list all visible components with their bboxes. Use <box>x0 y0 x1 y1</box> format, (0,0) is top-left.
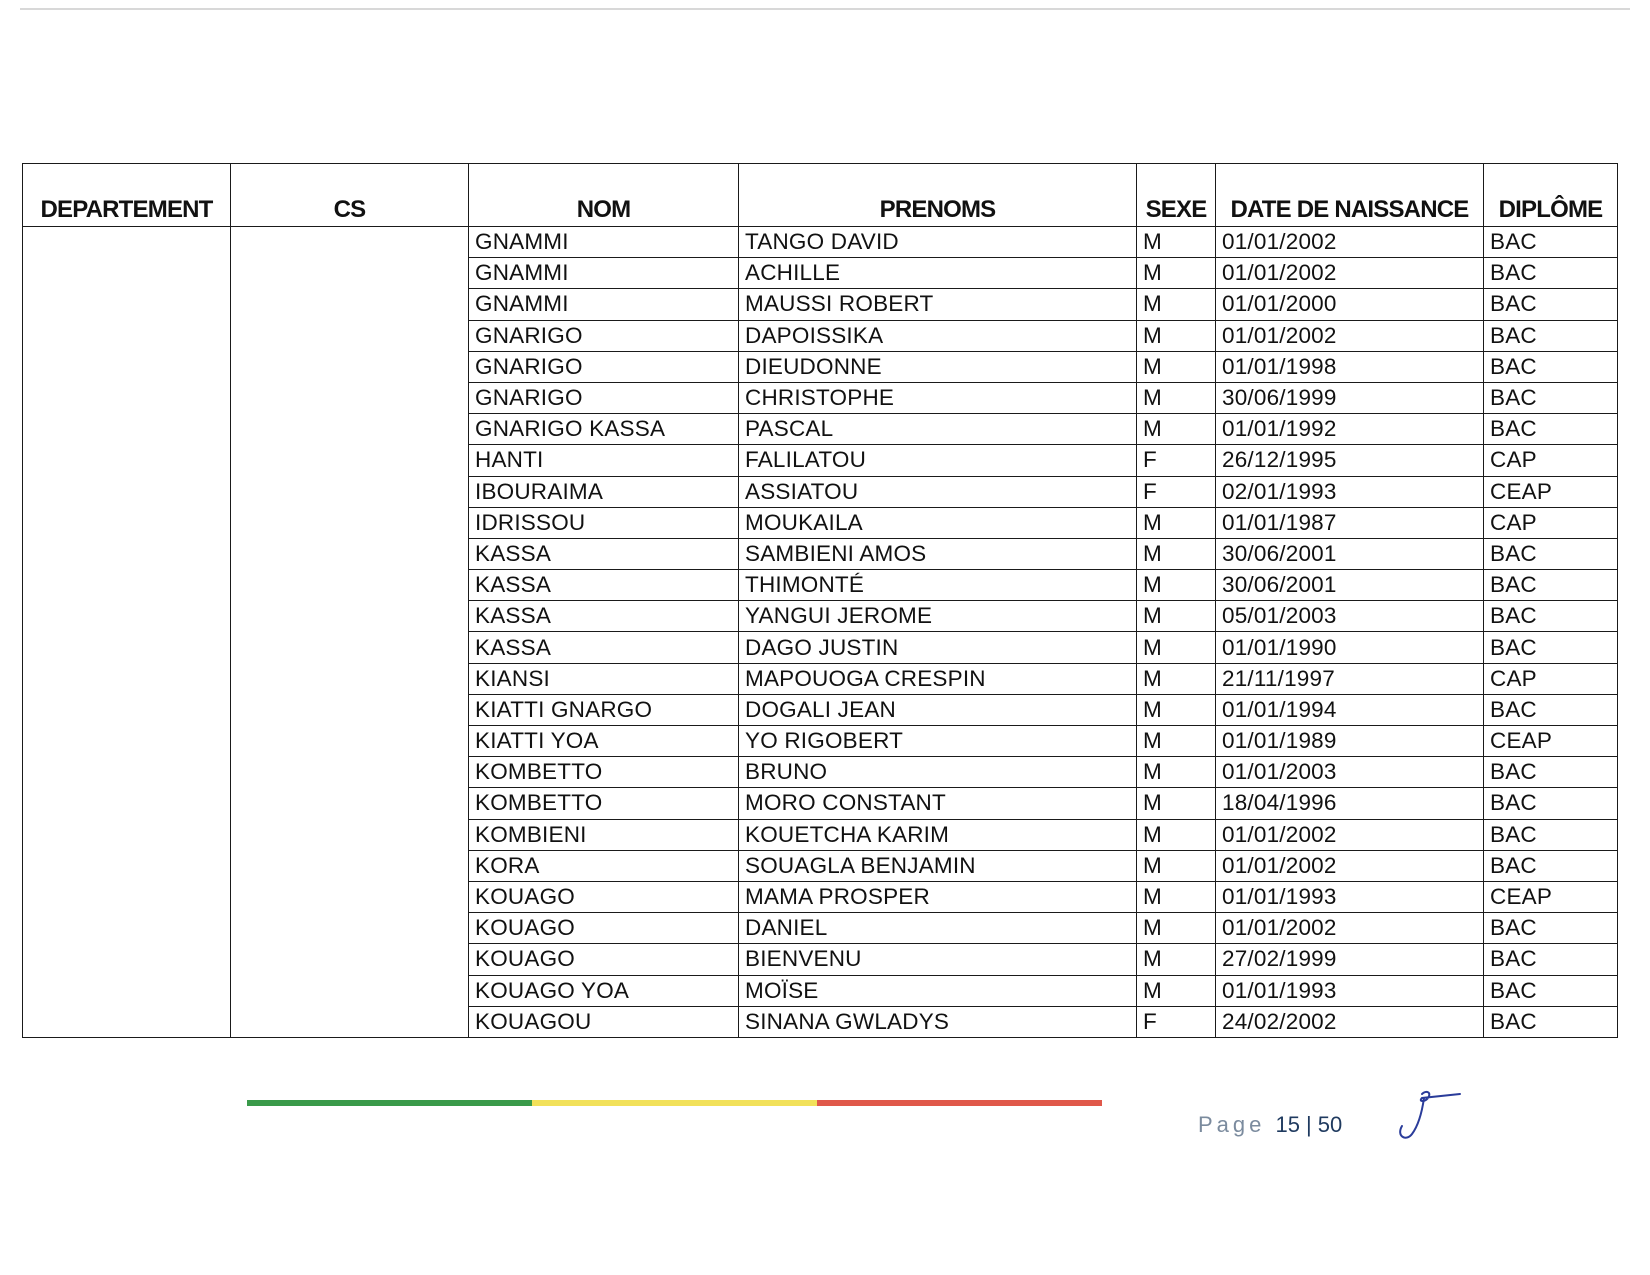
nom-cell: KASSA <box>469 601 739 632</box>
date-naissance-cell: 01/01/2003 <box>1216 757 1484 788</box>
diplome-cell: BAC <box>1484 632 1618 663</box>
footer-color-bar <box>247 1100 1102 1106</box>
nom-cell: GNARIGO <box>469 351 739 382</box>
date-naissance-cell: 24/02/2002 <box>1216 1006 1484 1037</box>
diplome-cell: BAC <box>1484 601 1618 632</box>
sexe-cell: F <box>1137 445 1216 476</box>
prenoms-cell: TANGO DAVID <box>739 227 1137 258</box>
header-cs: CS <box>231 164 469 227</box>
nom-cell: KIATTI GNARGO <box>469 694 739 725</box>
footer-bar-green <box>247 1100 532 1106</box>
prenoms-cell: MAPOUOGA CRESPIN <box>739 663 1137 694</box>
diplome-cell: BAC <box>1484 258 1618 289</box>
footer-bar-red <box>817 1100 1102 1106</box>
prenoms-cell: SOUAGLA BENJAMIN <box>739 850 1137 881</box>
diplome-cell: CAP <box>1484 507 1618 538</box>
page-separator: | <box>1306 1112 1312 1137</box>
diplome-cell: BAC <box>1484 414 1618 445</box>
nom-cell: KOUAGO <box>469 944 739 975</box>
diplome-cell: BAC <box>1484 1006 1618 1037</box>
diplome-cell: BAC <box>1484 570 1618 601</box>
date-naissance-cell: 01/01/1998 <box>1216 351 1484 382</box>
sexe-cell: M <box>1137 258 1216 289</box>
diplome-cell: CEAP <box>1484 726 1618 757</box>
prenoms-cell: MORO CONSTANT <box>739 788 1137 819</box>
date-naissance-cell: 01/01/1989 <box>1216 726 1484 757</box>
nom-cell: KORA <box>469 850 739 881</box>
date-naissance-cell: 01/01/2002 <box>1216 258 1484 289</box>
prenoms-cell: DIEUDONNE <box>739 351 1137 382</box>
prenoms-cell: MAMA PROSPER <box>739 881 1137 912</box>
nom-cell: GNARIGO KASSA <box>469 414 739 445</box>
signature-icon <box>1382 1090 1462 1145</box>
prenoms-cell: MOÏSE <box>739 975 1137 1006</box>
date-naissance-cell: 01/01/2002 <box>1216 819 1484 850</box>
nom-cell: KOMBETTO <box>469 757 739 788</box>
sexe-cell: M <box>1137 663 1216 694</box>
page-label: Page <box>1198 1112 1266 1137</box>
prenoms-cell: DOGALI JEAN <box>739 694 1137 725</box>
sexe-cell: M <box>1137 913 1216 944</box>
sexe-cell: M <box>1137 289 1216 320</box>
prenoms-cell: DANIEL <box>739 913 1137 944</box>
nom-cell: KOUAGO <box>469 913 739 944</box>
nom-cell: IDRISSOU <box>469 507 739 538</box>
sexe-cell: M <box>1137 632 1216 663</box>
prenoms-cell: ACHILLE <box>739 258 1137 289</box>
prenoms-cell: DAPOISSIKA <box>739 320 1137 351</box>
prenoms-cell: YO RIGOBERT <box>739 726 1137 757</box>
date-naissance-cell: 01/01/1994 <box>1216 694 1484 725</box>
nom-cell: KOUAGOU <box>469 1006 739 1037</box>
date-naissance-cell: 01/01/1990 <box>1216 632 1484 663</box>
sexe-cell: M <box>1137 726 1216 757</box>
header-nom: NOM <box>469 164 739 227</box>
nom-cell: KASSA <box>469 570 739 601</box>
date-naissance-cell: 01/01/2002 <box>1216 227 1484 258</box>
prenoms-cell: FALILATOU <box>739 445 1137 476</box>
date-naissance-cell: 30/06/2001 <box>1216 570 1484 601</box>
prenoms-cell: YANGUI JEROME <box>739 601 1137 632</box>
nom-cell: IBOURAIMA <box>469 476 739 507</box>
diplome-cell: CEAP <box>1484 476 1618 507</box>
sexe-cell: M <box>1137 975 1216 1006</box>
diplome-cell: BAC <box>1484 850 1618 881</box>
sexe-cell: M <box>1137 819 1216 850</box>
diplome-cell: CAP <box>1484 445 1618 476</box>
diplome-cell: BAC <box>1484 694 1618 725</box>
date-naissance-cell: 30/06/2001 <box>1216 538 1484 569</box>
date-naissance-cell: 05/01/2003 <box>1216 601 1484 632</box>
diplome-cell: BAC <box>1484 788 1618 819</box>
nom-cell: KOUAGO YOA <box>469 975 739 1006</box>
sexe-cell: M <box>1137 850 1216 881</box>
diplome-cell: BAC <box>1484 944 1618 975</box>
table-header <box>23 164 1618 227</box>
cs-cell <box>231 227 469 1038</box>
sexe-cell: M <box>1137 944 1216 975</box>
nom-cell: GNAMMI <box>469 227 739 258</box>
header-diplome: DIPLÔME <box>1484 164 1618 227</box>
diplome-cell: CEAP <box>1484 881 1618 912</box>
prenoms-cell: BRUNO <box>739 757 1137 788</box>
current-page: 15 <box>1275 1112 1300 1137</box>
header-departement: DEPARTEMENT <box>23 164 231 227</box>
date-naissance-cell: 01/01/2002 <box>1216 320 1484 351</box>
sexe-cell: M <box>1137 694 1216 725</box>
diplome-cell: BAC <box>1484 382 1618 413</box>
prenoms-cell: CHRISTOPHE <box>739 382 1137 413</box>
sexe-cell: M <box>1137 788 1216 819</box>
prenoms-cell: KOUETCHA KARIM <box>739 819 1137 850</box>
diplome-cell: BAC <box>1484 538 1618 569</box>
sexe-cell: M <box>1137 227 1216 258</box>
sexe-cell: M <box>1137 507 1216 538</box>
sexe-cell: F <box>1137 1006 1216 1037</box>
total-pages: 50 <box>1317 1112 1343 1137</box>
table-row <box>23 227 1618 258</box>
header-prenoms: PRENOMS <box>739 164 1137 227</box>
nom-cell: KOMBETTO <box>469 788 739 819</box>
sexe-cell: M <box>1137 881 1216 912</box>
date-naissance-cell: 01/01/1987 <box>1216 507 1484 538</box>
sexe-cell: M <box>1137 382 1216 413</box>
date-naissance-cell: 01/01/1993 <box>1216 975 1484 1006</box>
date-naissance-cell: 01/01/2002 <box>1216 913 1484 944</box>
date-naissance-cell: 30/06/1999 <box>1216 382 1484 413</box>
nom-cell: GNAMMI <box>469 258 739 289</box>
prenoms-cell: THIMONTÉ <box>739 570 1137 601</box>
diplome-cell: BAC <box>1484 351 1618 382</box>
sexe-cell: M <box>1137 538 1216 569</box>
sexe-cell: M <box>1137 570 1216 601</box>
prenoms-cell: BIENVENU <box>739 944 1137 975</box>
diplome-cell: BAC <box>1484 913 1618 944</box>
prenoms-cell: DAGO JUSTIN <box>739 632 1137 663</box>
candidates-table <box>22 163 1618 1038</box>
prenoms-cell: PASCAL <box>739 414 1137 445</box>
sexe-cell: M <box>1137 351 1216 382</box>
diplome-cell: BAC <box>1484 320 1618 351</box>
nom-cell: GNARIGO <box>469 320 739 351</box>
nom-cell: KOUAGO <box>469 881 739 912</box>
footer-bar-yellow <box>532 1100 817 1106</box>
nom-cell: KOMBIENI <box>469 819 739 850</box>
prenoms-cell: SAMBIENI AMOS <box>739 538 1137 569</box>
diplome-cell: BAC <box>1484 227 1618 258</box>
sexe-cell: M <box>1137 757 1216 788</box>
diplome-cell: BAC <box>1484 975 1618 1006</box>
date-naissance-cell: 01/01/2002 <box>1216 850 1484 881</box>
nom-cell: KIATTI YOA <box>469 726 739 757</box>
diplome-cell: BAC <box>1484 757 1618 788</box>
diplome-cell: BAC <box>1484 819 1618 850</box>
diplome-cell: CAP <box>1484 663 1618 694</box>
prenoms-cell: SINANA GWLADYS <box>739 1006 1137 1037</box>
sexe-cell: M <box>1137 414 1216 445</box>
page-number <box>1198 1112 1342 1138</box>
date-naissance-cell: 01/01/1993 <box>1216 881 1484 912</box>
nom-cell: HANTI <box>469 445 739 476</box>
diplome-cell: BAC <box>1484 289 1618 320</box>
table-body <box>23 227 1618 1038</box>
sexe-cell: M <box>1137 320 1216 351</box>
date-naissance-cell: 02/01/1993 <box>1216 476 1484 507</box>
nom-cell: KIANSI <box>469 663 739 694</box>
date-naissance-cell: 01/01/1992 <box>1216 414 1484 445</box>
date-naissance-cell: 18/04/1996 <box>1216 788 1484 819</box>
nom-cell: KASSA <box>469 632 739 663</box>
sexe-cell: F <box>1137 476 1216 507</box>
top-rule <box>20 8 1630 10</box>
date-naissance-cell: 26/12/1995 <box>1216 445 1484 476</box>
header-row <box>23 164 1618 227</box>
sexe-cell: M <box>1137 601 1216 632</box>
departement-cell <box>23 227 231 1038</box>
nom-cell: GNARIGO <box>469 382 739 413</box>
prenoms-cell: MOUKAILA <box>739 507 1137 538</box>
header-date-naissance: DATE DE NAISSANCE <box>1216 164 1484 227</box>
prenoms-cell: MAUSSI ROBERT <box>739 289 1137 320</box>
prenoms-cell: ASSIATOU <box>739 476 1137 507</box>
date-naissance-cell: 01/01/2000 <box>1216 289 1484 320</box>
date-naissance-cell: 21/11/1997 <box>1216 663 1484 694</box>
date-naissance-cell: 27/02/1999 <box>1216 944 1484 975</box>
nom-cell: GNAMMI <box>469 289 739 320</box>
header-sexe: SEXE <box>1137 164 1216 227</box>
nom-cell: KASSA <box>469 538 739 569</box>
